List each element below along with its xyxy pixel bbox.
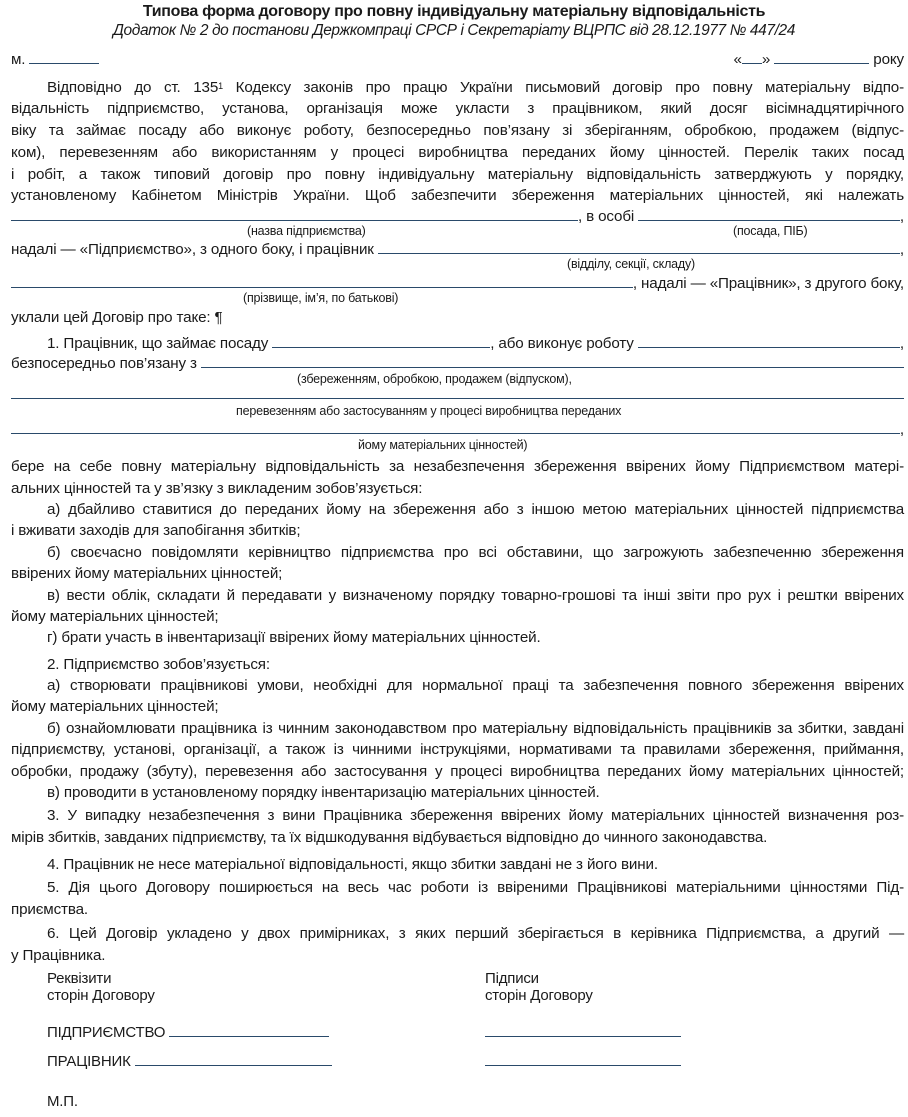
department-field[interactable] bbox=[378, 240, 900, 254]
clause1-item-a-2: і вживати заходів для запобігання збитків; bbox=[11, 522, 301, 539]
clause1-item-b-2: ввірених йому матеріальних цінностей; bbox=[11, 565, 283, 582]
related-activity-field-2[interactable] bbox=[11, 385, 904, 399]
clause1-body-1: бере на себе повну матеріальну відповідальність за незабезпечення збереження ввірених йому Підприємством матері- bbox=[11, 458, 904, 475]
clause3-2: мірів збитків, завданих підприємству, та їх відшкодування відбувається відповідно до чинного законодавства. bbox=[11, 829, 768, 846]
concluded-line: уклали цей Договір про таке: ¶ bbox=[11, 309, 223, 326]
signatures-heading: Підписи сторін Договору bbox=[485, 970, 593, 1004]
enterprise-signature-row: ПІДПРИЄМСТВО bbox=[47, 1023, 329, 1041]
representative-field[interactable] bbox=[638, 207, 900, 221]
clause2-b-3: обробки, продажу (збуту), перевезення або застосування у процесі виробництва переданих йому матеріальних цінностей; bbox=[11, 763, 904, 780]
clause5-2: приємства. bbox=[11, 901, 88, 918]
clause2-c-1: в) проводити в установленому порядку інвентаризацію матеріальних цінностей. bbox=[47, 784, 600, 801]
clause6-2: у Працівника. bbox=[11, 947, 106, 964]
requisites-heading: Реквізити сторін Договору bbox=[47, 970, 155, 1004]
seal-label: М.П. bbox=[47, 1093, 78, 1110]
caption-department: (відділу, секції, складу) bbox=[567, 257, 696, 271]
clause1-body-2: альних цінностей та у зв’язку з викладеним зобов’язується: bbox=[11, 480, 423, 497]
clause2-a-2: йому матеріальних цінностей; bbox=[11, 698, 219, 715]
clause6-1: 6. Цей Договір укладено у двох примірниках, з яких перший зберігається в керівника Підприємства, а другий — bbox=[47, 925, 904, 942]
document-subtitle: Додаток № 2 до постанови Держкомпраці СРСР і Секретаріату ВЦРПС від 28.12.1977 № 447/24 bbox=[113, 22, 795, 39]
caption-full-name: (прізвище, ім’я, по батькові) bbox=[243, 291, 399, 305]
caption-position-name: (посада, ПІБ) bbox=[733, 224, 808, 238]
clause4-1: 4. Працівник не несе матеріальної відповідальності, якщо збитки завдані не з його вини. bbox=[47, 856, 658, 873]
clause1-item-b-1: б) своєчасно повідомляти керівництво підприємства про всі обставини, що загрожують забезпеченню збереження bbox=[47, 544, 904, 561]
clause2-b-1: б) ознайомлювати працівника із чинним законодавством про матеріальну відповідальність працівників за збитки, завдані bbox=[47, 720, 904, 737]
caption-transport: перевезенням або застосуванням у процесі виробництва переданих bbox=[236, 404, 622, 418]
intro-line-1: Відповідно до ст. $135^1$ Кодексу законів про працю України письмовий договір про повну матеріальну відпо- bbox=[47, 79, 904, 96]
clause2-a-1: а) створювати працівникові умови, необхідні для нормальної праці та забезпечення повного збереження ввірених bbox=[47, 677, 904, 694]
clause1-item-c-1: в) вести облік, складати й передавати у визначеному порядку товарно-грошові та інші звіти про рух і рештки ввірених bbox=[47, 587, 904, 604]
clause3-1: 3. У випадку незабезпечення з вини Працівника збереження ввірених йому матеріальних цінностей визначення роз- bbox=[47, 807, 904, 824]
city-field[interactable] bbox=[29, 50, 99, 64]
clause1-item-d-1: г) брати участь в інвентаризації ввірених йому матеріальних цінностей. bbox=[47, 629, 541, 646]
employee-name-field[interactable] bbox=[11, 274, 633, 288]
intro-line-3: віку та займає посаду або виконує роботу, безпосередньо пов’язану зі зберіганням, обробкою, продажем (відпус- bbox=[11, 122, 904, 139]
date-group: « » року bbox=[733, 51, 904, 68]
caption-values: йому матеріальних цінностей) bbox=[358, 438, 528, 452]
caption-enterprise-name: (назва підприємства) bbox=[247, 224, 366, 238]
year-suffix: року bbox=[873, 51, 904, 68]
employee-signature-row: ПРАЦІВНИК bbox=[47, 1052, 332, 1070]
intro-line-5: і робіт, а також типовий договір про повну індивідуальну матеріальну відповідальність затверджують у порядку, bbox=[11, 166, 904, 183]
intro-line-6: установленому Кабінетом Міністрів України. Щоб забезпечити збереження матеріальних цінностей, які належать bbox=[11, 187, 904, 204]
enterprise-row: , в особі , bbox=[11, 207, 904, 227]
clause1-position-row: 1. Працівник, що займає посаду , або виконує роботу , bbox=[47, 335, 904, 352]
clause2-b-2: підприємству, установі, організації, а також із чинними інструкціями, нормативами та правилами збереження, приймання, bbox=[11, 741, 904, 758]
clause5-1: 5. Дія цього Договору поширюється на весь час роботи із ввіреними Працівникові матеріальними цінностями Під- bbox=[47, 879, 904, 896]
employee-signature-field[interactable] bbox=[485, 1052, 681, 1066]
clause1-item-c-2: йому матеріальних цінностей; bbox=[11, 608, 219, 625]
month-field[interactable] bbox=[774, 50, 869, 64]
intro-line-2: відальність підприємство, установа, організація може укласти з працівником, який досяг вісімнадцятирічного bbox=[11, 100, 904, 117]
day-field[interactable] bbox=[742, 50, 762, 64]
employee-requisites-field[interactable] bbox=[135, 1052, 332, 1066]
enterprise-signature-field[interactable] bbox=[485, 1023, 681, 1037]
clause1-related-row: безпосередньо пов’язану з bbox=[11, 354, 904, 374]
clause1-item-a-1: а) дбайливо ставитися до переданих йому на збереження або з іншою метою матеріальних цінностей підприємства bbox=[47, 501, 904, 518]
employee-name-row: , надалі — «Працівник», з другого боку, bbox=[11, 274, 904, 294]
enterprise-name-field[interactable] bbox=[11, 207, 578, 221]
position-field[interactable] bbox=[272, 334, 490, 348]
related-activity-field-3[interactable] bbox=[11, 420, 900, 434]
enterprise-signature-line bbox=[485, 1023, 681, 1041]
work-field[interactable] bbox=[638, 334, 900, 348]
clause2-heading: 2. Підприємство зобов’язується: bbox=[47, 656, 270, 673]
city-prefix: м. bbox=[11, 51, 26, 68]
intro-line-4: ком), перевезенням або використанням у процесі виробництва переданих йому цінностей. Перелік таких посад bbox=[11, 144, 904, 161]
employee-unit-row: надалі — «Підприємство», з одного боку, і працівник , bbox=[11, 241, 904, 258]
document-title: Типова форма договору про повну індивідуальну матеріальну відповідальність bbox=[142, 3, 766, 20]
caption-storage: (збереженням, обробкою, продажем (відпуском), bbox=[297, 372, 572, 386]
employee-signature-line bbox=[485, 1052, 681, 1070]
enterprise-requisites-field[interactable] bbox=[169, 1023, 329, 1037]
clause1-related-row-2 bbox=[11, 385, 904, 399]
clause1-related-row-3: , bbox=[11, 420, 904, 440]
place-date-row bbox=[11, 50, 904, 70]
related-activity-field-1[interactable] bbox=[201, 354, 904, 368]
